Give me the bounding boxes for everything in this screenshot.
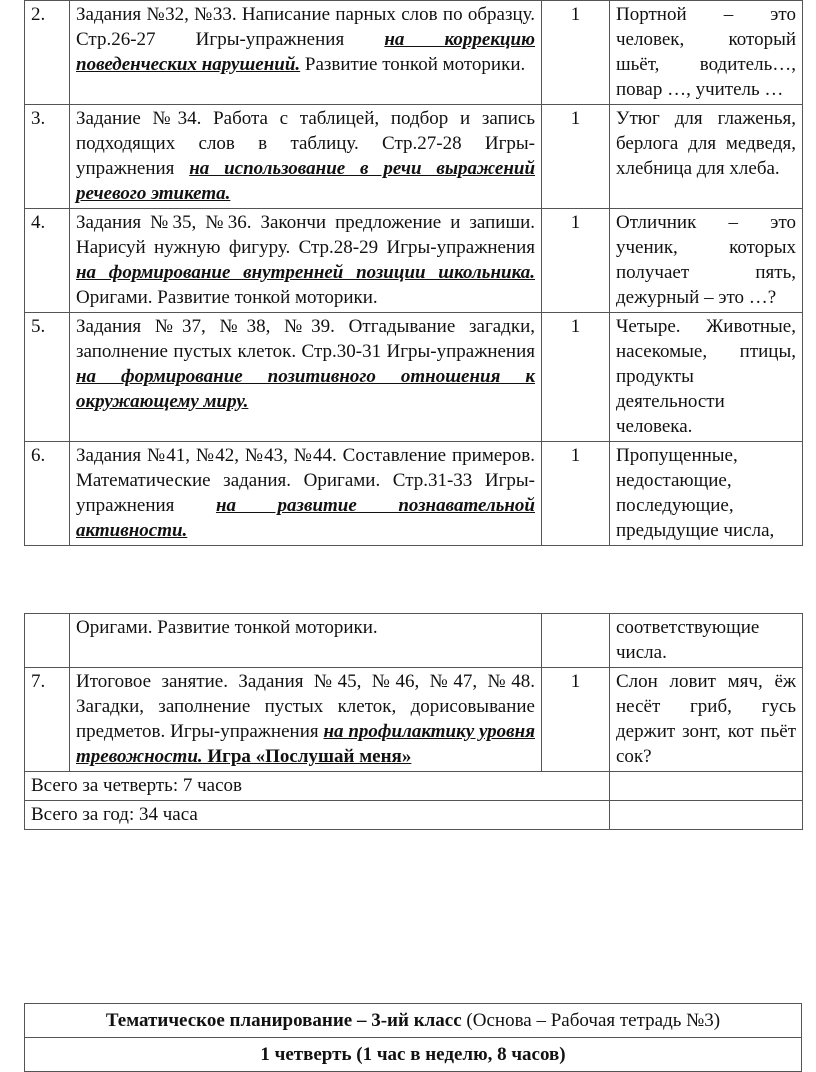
- row-description: Задание №34. Работа с таблицей, подбор и запись подходящих слов в таблицу. Стр.27-28 Игры-упражнения на использование в речи выражений речевого этикета.: [70, 105, 542, 209]
- row-description: Задания №35, №36. Закончи предложение и запиши. Нарисуй нужную фигуру. Стр.28-29 Игры-упражнения на формирование внутренней позиции школьника. Оригами. Развитие тонкой моторики.: [70, 209, 542, 313]
- row-hours: 1: [542, 313, 610, 442]
- plan-title: Тематическое планирование – 3-ий класс (Основа – Рабочая тетрадь №3): [25, 1004, 802, 1038]
- table-row: [25, 614, 803, 668]
- thematic-plan-header: [24, 1003, 802, 1072]
- table-row: [25, 209, 803, 313]
- row-hours: 1: [542, 442, 610, 546]
- row-example: Слон ловит мяч, ёж несёт гриб, гусь держит зонт, кот пьёт сок?: [610, 668, 803, 772]
- row-example: Четыре. Животные, насекомые, птицы, продукты деятельности человека.: [610, 313, 803, 442]
- row-number: 6.: [25, 442, 70, 546]
- row-description: Итоговое занятие. Задания №45, №46, №47, №48. Загадки, заполнение пустых клеток, дорисовывание предметов. Игры-упражнения на профилактику уровня тревожности. Игра «Послушай меня»: [70, 668, 542, 772]
- table-row: [25, 105, 803, 209]
- row-game-title: Игра «Послушай меня»: [202, 746, 412, 767]
- row-topic-emphasis: на формирование внутренней позиции школьника.: [76, 262, 535, 283]
- row-example: соответствующие числа.: [610, 614, 803, 668]
- total-year: Всего за год: 34 часа: [25, 801, 610, 830]
- total-quarter-row: [25, 772, 803, 801]
- row-topic-emphasis: на профилактику уровня тревожности.: [76, 721, 535, 767]
- lesson-table-top: [24, 0, 803, 546]
- row-description: Оригами. Развитие тонкой моторики.: [70, 614, 542, 668]
- lesson-table-continued: [24, 613, 803, 830]
- row-example: Пропущенные, недостающие, последующие, предыдущие числа,: [610, 442, 803, 546]
- total-quarter: Всего за четверть: 7 часов: [25, 772, 610, 801]
- row-hours: 1: [542, 1, 610, 105]
- row-example: Утюг для глаженья, берлога для медведя, хлебница для хлеба.: [610, 105, 803, 209]
- total-year-row: [25, 801, 803, 830]
- row-hours: [542, 614, 610, 668]
- row-number: 2.: [25, 1, 70, 105]
- row-example: Портной – это человек, который шьёт, водитель…, повар …, учитель …: [610, 1, 803, 105]
- table-row: [25, 668, 803, 772]
- table-row: [25, 442, 803, 546]
- row-topic-emphasis: на развитие познавательной активности.: [76, 495, 535, 541]
- row-number: 7.: [25, 668, 70, 772]
- row-description: Задания №37, №38, №39. Отгадывание загадки, заполнение пустых клеток. Стр.30-31 Игры-упражнения на формирование позитивного отношения к окружающему миру.: [70, 313, 542, 442]
- quarter-title: 1 четверть (1 час в неделю, 8 часов): [25, 1038, 802, 1072]
- row-topic-emphasis: на формирование позитивного отношения к окружающему миру.: [76, 366, 535, 412]
- row-number: 3.: [25, 105, 70, 209]
- row-example: Отличник – это ученик, которых получает пять, дежурный – это …?: [610, 209, 803, 313]
- row-description: Задания №41, №42, №43, №44. Составление примеров. Математические задания. Оригами. Стр.31-33 Игры-упражнения на развитие познавательной активности.: [70, 442, 542, 546]
- row-topic-emphasis: на использование в речи выражений речевого этикета.: [76, 158, 536, 204]
- row-hours: 1: [542, 668, 610, 772]
- table-row: [25, 313, 803, 442]
- row-number: 4.: [25, 209, 70, 313]
- row-hours: 1: [542, 209, 610, 313]
- row-hours: 1: [542, 105, 610, 209]
- row-topic-emphasis: на коррекцию поведенческих нарушений.: [76, 29, 535, 75]
- row-number: [25, 614, 70, 668]
- row-description: Задания №32, №33. Написание парных слов по образцу. Стр.26-27 Игры-упражнения на коррекцию поведенческих нарушений. Развитие тонкой моторики.: [70, 1, 542, 105]
- row-number: 5.: [25, 313, 70, 442]
- table-row: [25, 1, 803, 105]
